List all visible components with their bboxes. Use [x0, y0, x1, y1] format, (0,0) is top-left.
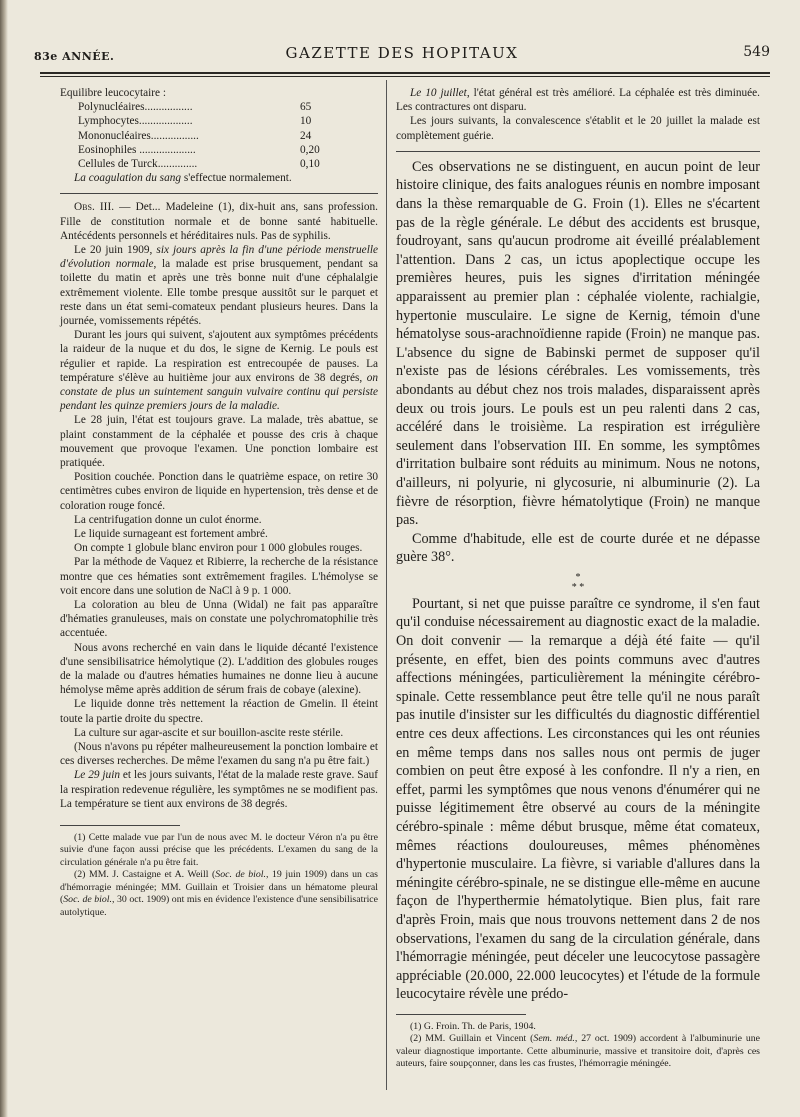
cell-value: 0,10: [300, 157, 320, 170]
cell-value: 24: [300, 129, 312, 142]
footnote: [396, 1033, 760, 1070]
table-row: [60, 129, 378, 143]
paragraph: Position couchée. Ponction dans le quatrième espace, on retire 30 centimètres cubes environ de liquide en hypertension, très dense et de coloration rouge foncé.: [60, 471, 378, 512]
section-separator: [396, 151, 760, 152]
table-row: [60, 114, 378, 128]
paragraph: Le 28 juin, l'état est toujours grave. La malade, très abattue, se plaint constamment de la céphalée et pousse des cris à chaque mouvement que provoque l'examen. Une ponction lombaire est pratiquée.: [60, 414, 378, 469]
cell-label: Cellules de Turck..............: [78, 157, 198, 170]
page-header: [34, 44, 770, 68]
header-rule: [40, 72, 770, 74]
cell-value: 65: [300, 101, 312, 114]
page-binding-edge: [0, 0, 8, 1117]
paragraph: La culture sur agar-ascite et sur bouillon-ascite reste stérile.: [74, 726, 344, 739]
paragraph: On compte 1 globule blanc environ pour 1 000 globules rouges.: [74, 542, 363, 555]
right-column: [396, 86, 760, 1071]
paragraph: Nous avons recherché en vain dans le liquide décanté l'existence d'une sensibilisatrice hémolytique (2). L'addition des globules rouges de la malade ou d'autres hématies humaines ne donne lieu à aucune hémolyse même après addition de sérum frais de cobaye (alexine).: [60, 641, 378, 697]
leukocyte-balance-title: Equilibre leucocytaire :: [60, 87, 167, 99]
paragraph: Comme d'habitude, elle est de courte durée et ne dépasse guère 38°.: [396, 530, 760, 566]
paragraph: Le liquide donne très nettement la réaction de Gmelin. Il éteint toute la partie droite du spectre.: [60, 698, 378, 725]
cell-label: Mononucléaires.................: [78, 129, 199, 142]
emphasis: Le 10 juillet: [410, 87, 467, 99]
observation-intro: [60, 200, 378, 243]
text: Le 20 juin 1909,: [74, 243, 157, 256]
emphasis: on constate de plus un suintement sanguin vulvaire continu qui persiste pendant les quinze premiers jours de la maladie.: [60, 371, 378, 413]
coagulation-emphasis: La coagulation du sang: [74, 172, 182, 185]
footnote: (1) Cette malade vue par l'un de nous avec M. le docteur Véron n'a pu être suivie d'une façon aussi précise que les précédents. L'examen du sang de la circulation générale n'a pu être fait.: [60, 832, 378, 868]
paragraph: Le liquide surnageant est fortement ambré.: [74, 528, 268, 541]
coagulation-paragraph: [60, 171, 378, 185]
text: , la malade est prise brusquement, pendant sa toilette du matin et après une très bonne nuit d'une céphalalgie extrêmement violente. Elle tombe presque aussitôt sur le parquet et reste dans un état semi-comateux pendant plusieurs heures. Dans la journée, vomissements répétés.: [60, 258, 378, 327]
asterism-bottom: * *: [571, 581, 585, 593]
header-rule-thin: [40, 76, 770, 77]
left-column: [60, 86, 378, 919]
table-row: [60, 143, 378, 157]
paragraph: [60, 768, 378, 811]
cell-label: Lymphocytes...................: [78, 115, 193, 128]
emphasis: Soc. de biol.: [215, 869, 266, 881]
text: , 19 juin 1909) dans un cas d'hémorragie méningée; MM. Guillain et Troisier dans un hématome pleural (: [60, 869, 378, 906]
footnote-separator: [396, 1014, 526, 1015]
text: (2) MM. Guillain et Vincent (: [410, 1033, 534, 1045]
paragraph: [60, 328, 378, 413]
paragraph: La centrifugation donne un culot énorme.: [74, 513, 262, 526]
paragraph: Les jours suivants, la convalescence s'établit et le 20 juillet la malade est complètement guérie.: [396, 115, 760, 142]
paragraph: La coloration au bleu de Unna (Widal) ne fait pas apparaître d'hématies granuleuses, mais on constate une polychromatophilie très accentuée.: [60, 599, 378, 640]
observation-label: Obs. III.: [74, 201, 115, 214]
text: Durant les jours qui suivent, s'ajoutent aux symptômes précédents la raideur de la nuque et du dos, le signe de Kernig. Le pouls est régulier et rapide. La respiration est entrecoupée de pauses. La température s'élève au huitième jour aux environs de 38 degrés,: [60, 329, 378, 384]
paragraph: [396, 86, 760, 114]
table-row: [60, 157, 378, 171]
discussion-text: [396, 158, 760, 1004]
year-label: 83e ANNÉE.: [34, 50, 115, 63]
text: et les jours suivants, l'état de la malade reste grave. Sauf la respiration redevenue régulière, les symptômes ne se modifient pas. La température se tient aux environs de 38 degrés.: [60, 769, 378, 810]
emphasis: Soc. de biol.: [63, 894, 112, 906]
paragraph: [60, 243, 378, 328]
cell-value: 10: [300, 115, 312, 128]
text: , l'état général est très amélioré. La céphalée est très diminuée. Les contractures ont disparu.: [396, 87, 760, 114]
paragraph: (Nous n'avons pu répéter malheureusement la ponction lombaire et ces diverses recherches. De même l'examen du sang n'a pu être fait.): [60, 741, 378, 768]
observation-intro-text: — Det... Madeleine (1), dix-huit ans, sans profession. Fille de constitution normale et de bonne santé habituelle. Antécédents personnels et héréditaires nuls. Pas de syphilis.: [60, 201, 378, 242]
paragraph: Ces observations ne se distinguent, en aucun point de leur histoire clinique, des faits analogues réunis en nombre imposant dans la thèse remarquable de G. Froin (1). Elles ne s'écartent pas de la règle générale. Le début des accidents est brusque, foudroyant, sans qu'aucun prodrome ait éveillé préalablement l'attention. Dans 2 cas, un ictus apoplectique occupe les premières heures, puis les signes d'irritation méningée apparaissent au premier plan : céphalée violente, rachialgie, hypertonie musculaire. Le signe de Kernig, témoin d'une hématolyse sous-arachnoïdienne rapide (Froin) ne manque pas. L'absence du signe de Babinski permet de supposer qu'il n'existe pas de lésions cérébrales. Les vomissements, très abondants au début chez nos trois malades, disparaissent après deux ou trois jours. Le pouls est un peu ralenti dans 2 cas, accéléré dans le troisième. La respiration est irrégulière seulement dans l'observation III. En somme, les symptômes d'irritation bulbaire sont réduits au minimum. Nous ne notons, d'ailleurs, ni polyurie, ni glycosurie, ni albuminurie (2). La fièvre de résorption, fièvre hématolytique (Froin) ne manque pas.: [396, 158, 760, 529]
section-separator: [60, 193, 378, 194]
observation-continuation: [396, 86, 760, 143]
footnote: (1) G. Froin. Th. de Paris, 1904.: [410, 1020, 536, 1032]
emphasis: Le 29 juin: [74, 769, 120, 782]
footnote: [60, 869, 378, 919]
text: , 30 oct. 1909) ont mis en évidence l'existence d'une sensibilisatrice autolytique.: [60, 894, 378, 918]
page-number: 549: [743, 44, 770, 60]
text: , 27 oct. 1909) accordent à l'albuminurie une valeur diagnostique importante. Cette albuminurie, massive et transitoire doit, d'après ces auteurs, faire soupçonner, dans les cas frustes, l'hémorragie méningée.: [396, 1033, 760, 1070]
journal-title: GAZETTE DES HOPITAUX: [285, 44, 519, 62]
cell-label: Polynucléaires.................: [78, 101, 193, 114]
paragraph: Par la méthode de Vaquez et Ribierre, la recherche de la résistance montre que ces hématies sont extrêmement fragiles. L'hémolyse se voit encore dans une solution de NaCl à 9 p. 1 000.: [60, 556, 378, 597]
column-divider: [386, 80, 387, 1090]
table-row: [60, 100, 378, 114]
coagulation-text: s'effectue normalement.: [181, 172, 292, 185]
leukocyte-balance-table: [60, 86, 378, 171]
emphasis: six jours après la fin d'une période menstruelle d'évolution normale: [60, 243, 378, 271]
asterism: [396, 573, 760, 593]
footnote-separator: [60, 825, 180, 826]
cell-label: Eosinophiles ....................: [78, 143, 196, 156]
paragraph: Pourtant, si net que puisse paraître ce syndrome, il s'en faut qu'il conduise nécessairement au diagnostic exact de la maladie. On doit convenir — la remarque a déjà été faite — qu'il présente, en effet, bien des points communs avec d'autres affections méningées, particulièrement la méningite cérébro-spinale. Cette ressemblance peut être telle qu'il ne nous paraît pas inutile d'insister sur les difficultés du diagnostic différentiel entre ces deux affections. Les circonstances qui les ont réunies en même temps dans nos salles nous ont permis de juger combien on peut être exposé à les confondre. Il n'y a rien, en effet, parmi les symptômes que nous venons d'énumérer qui ne puisse légitimement être observé au cours de la méningite cérébro-spinale : même début brusque, même état comateux, mêmes réactions douloureuses, mêmes phénomènes d'hypertonie musculaire. La fièvre, si variable d'allures dans la méningite cérébro-spinale, ne se distingue elle-même en aucune façon de l'hyperthermie hématolytique. Bien plus, fait rare d'après Froin, mais que nous trouvons nettement dans 2 de nos observations, l'examen du sang de la circulation générale, dans l'hémorragie méningée, peut déceler une leucocytose passagère appréciable (20.000, 22.000 leucocytes) et l'étude de la formule leucocytaire révèle une prédo-: [396, 595, 760, 1003]
cell-value: 0,20: [300, 143, 320, 156]
text: (2) MM. J. Castaigne et A. Weill (: [74, 869, 216, 881]
emphasis: Sem. méd.: [533, 1033, 575, 1045]
asterism-top: *: [575, 571, 581, 583]
